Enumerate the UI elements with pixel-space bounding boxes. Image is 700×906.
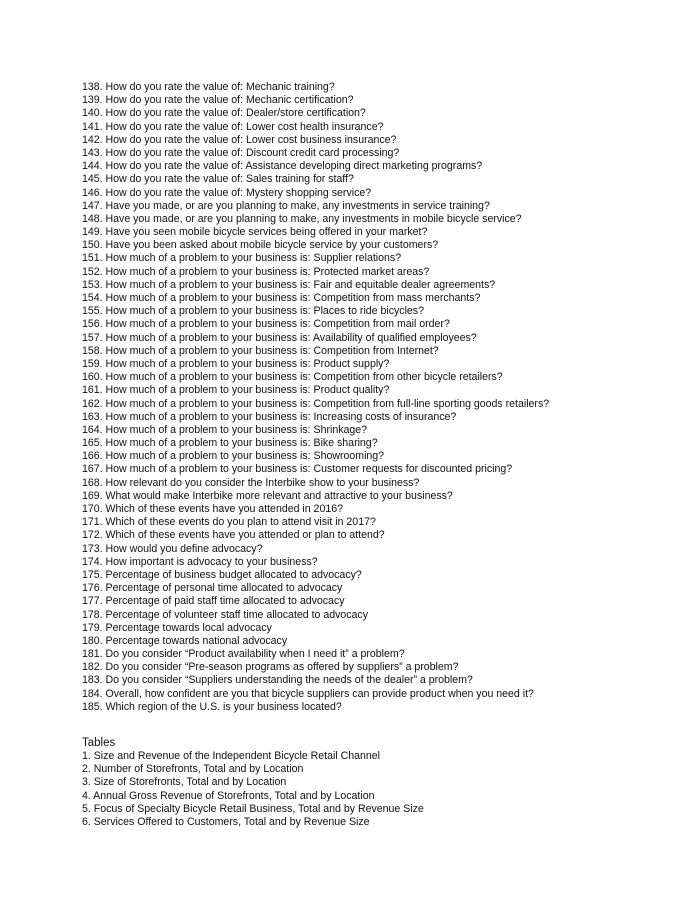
question-list xyxy=(82,81,682,714)
question-item: 145. How do you rate the value of: Sales training for staff? xyxy=(82,173,354,186)
question-item: 176. Percentage of personal time allocated to advocacy xyxy=(82,582,343,595)
question-item: 149. Have you seen mobile bicycle services being offered in your market? xyxy=(82,226,428,239)
tables-list xyxy=(82,750,682,829)
question-item: 170. Which of these events have you attended in 2016? xyxy=(82,503,343,515)
tables-heading: Tables xyxy=(82,737,116,749)
question-item: 156. How much of a problem to your business is: Competition from mail order? xyxy=(82,318,450,331)
question-item: 141. How do you rate the value of: Lower cost health insurance? xyxy=(82,120,384,133)
question-item: 161. How much of a problem to your business is: Product quality? xyxy=(82,384,390,397)
question-item: 138. How do you rate the value of: Mechanic training? xyxy=(82,81,335,93)
question-item: 152. How much of a problem to your business is: Protected market areas? xyxy=(82,265,430,278)
question-item: 178. Percentage of volunteer staff time allocated to advocacy xyxy=(82,608,368,621)
question-item: 148. Have you made, or are you planning to make, any investments in mobile bicycle service? xyxy=(82,212,522,225)
question-item: 140. How do you rate the value of: Dealer/store certification? xyxy=(82,107,366,120)
table-list-item: 1. Size and Revenue of the Independent Bicycle Retail Channel xyxy=(82,750,380,762)
question-item: 181. Do you consider “Product availability when I need it” a problem? xyxy=(82,648,405,661)
question-item: 143. How do you rate the value of: Discount credit card processing? xyxy=(82,146,400,159)
question-item: 150. Have you been asked about mobile bicycle service by your customers? xyxy=(82,239,439,252)
table-list-item: 2. Number of Storefronts, Total and by Location xyxy=(82,763,304,776)
question-item: 153. How much of a problem to your business is: Fair and equitable dealer agreements? xyxy=(82,278,496,291)
question-item: 158. How much of a problem to your business is: Competition from Internet? xyxy=(82,344,439,357)
question-item: 166. How much of a problem to your business is: Showrooming? xyxy=(82,450,385,463)
page-content xyxy=(82,81,682,829)
table-list-item: 4. Annual Gross Revenue of Storefronts, Total and by Location xyxy=(82,789,375,802)
table-list-item: 3. Size of Storefronts, Total and by Location xyxy=(82,776,287,789)
question-item: 171. Which of these events do you plan to attend visit in 2017? xyxy=(82,516,376,529)
question-item: 168. How relevant do you consider the Interbike show to your business? xyxy=(82,476,420,489)
question-item: 184. Overall, how confident are you that bicycle suppliers can provide product when you need it? xyxy=(82,687,534,700)
table-list-item: 6. Services Offered to Customers, Total and by Revenue Size xyxy=(82,815,370,828)
question-item: 183. Do you consider “Suppliers understanding the needs of the dealer” a problem? xyxy=(82,674,473,687)
question-item: 155. How much of a problem to your business is: Places to ride bicycles? xyxy=(82,305,424,318)
question-item: 172. Which of these events have you attended or plan to attend? xyxy=(82,529,385,542)
question-item: 157. How much of a problem to your business is: Availability of qualified employees? xyxy=(82,331,477,344)
question-item: 169. What would make Interbike more relevant and attractive to your business? xyxy=(82,489,453,502)
question-item: 165. How much of a problem to your business is: Bike sharing? xyxy=(82,437,378,450)
question-item: 144. How do you rate the value of: Assistance developing direct marketing programs? xyxy=(82,160,483,173)
question-item: 167. How much of a problem to your business is: Customer requests for discounted pricing? xyxy=(82,463,513,476)
question-item: 151. How much of a problem to your business is: Supplier relations? xyxy=(82,252,402,265)
question-item: 142. How do you rate the value of: Lower cost business insurance? xyxy=(82,133,397,146)
table-list-item: 5. Focus of Specialty Bicycle Retail Business, Total and by Revenue Size xyxy=(82,802,424,815)
question-item: 164. How much of a problem to your business is: Shrinkage? xyxy=(82,423,368,436)
question-item: 173. How would you define advocacy? xyxy=(82,542,263,555)
question-item: 180. Percentage towards national advocacy xyxy=(82,634,288,647)
question-item: 159. How much of a problem to your business is: Product supply? xyxy=(82,357,390,370)
question-item: 179. Percentage towards local advocacy xyxy=(82,621,272,634)
question-item: 162. How much of a problem to your business is: Competition from full-line sporting goods retailers? xyxy=(82,397,550,410)
question-item: 147. Have you made, or are you planning to make, any investments in service training? xyxy=(82,199,490,212)
question-item: 146. How do you rate the value of: Mystery shopping service? xyxy=(82,186,372,199)
question-item: 139. How do you rate the value of: Mechanic certification? xyxy=(82,94,354,107)
question-item: 182. Do you consider “Pre-season programs as offered by suppliers” a problem? xyxy=(82,661,459,674)
question-item: 175. Percentage of business budget allocated to advocacy? xyxy=(82,568,362,581)
question-item: 185. Which region of the U.S. is your business located? xyxy=(82,700,342,713)
question-item: 177. Percentage of paid staff time allocated to advocacy xyxy=(82,595,345,608)
question-item: 154. How much of a problem to your business is: Competition from mass merchants? xyxy=(82,292,481,304)
question-item: 174. How important is advocacy to your business? xyxy=(82,555,318,568)
question-item: 163. How much of a problem to your business is: Increasing costs of insurance? xyxy=(82,410,457,423)
question-item: 160. How much of a problem to your business is: Competition from other bicycle retailers? xyxy=(82,371,503,384)
